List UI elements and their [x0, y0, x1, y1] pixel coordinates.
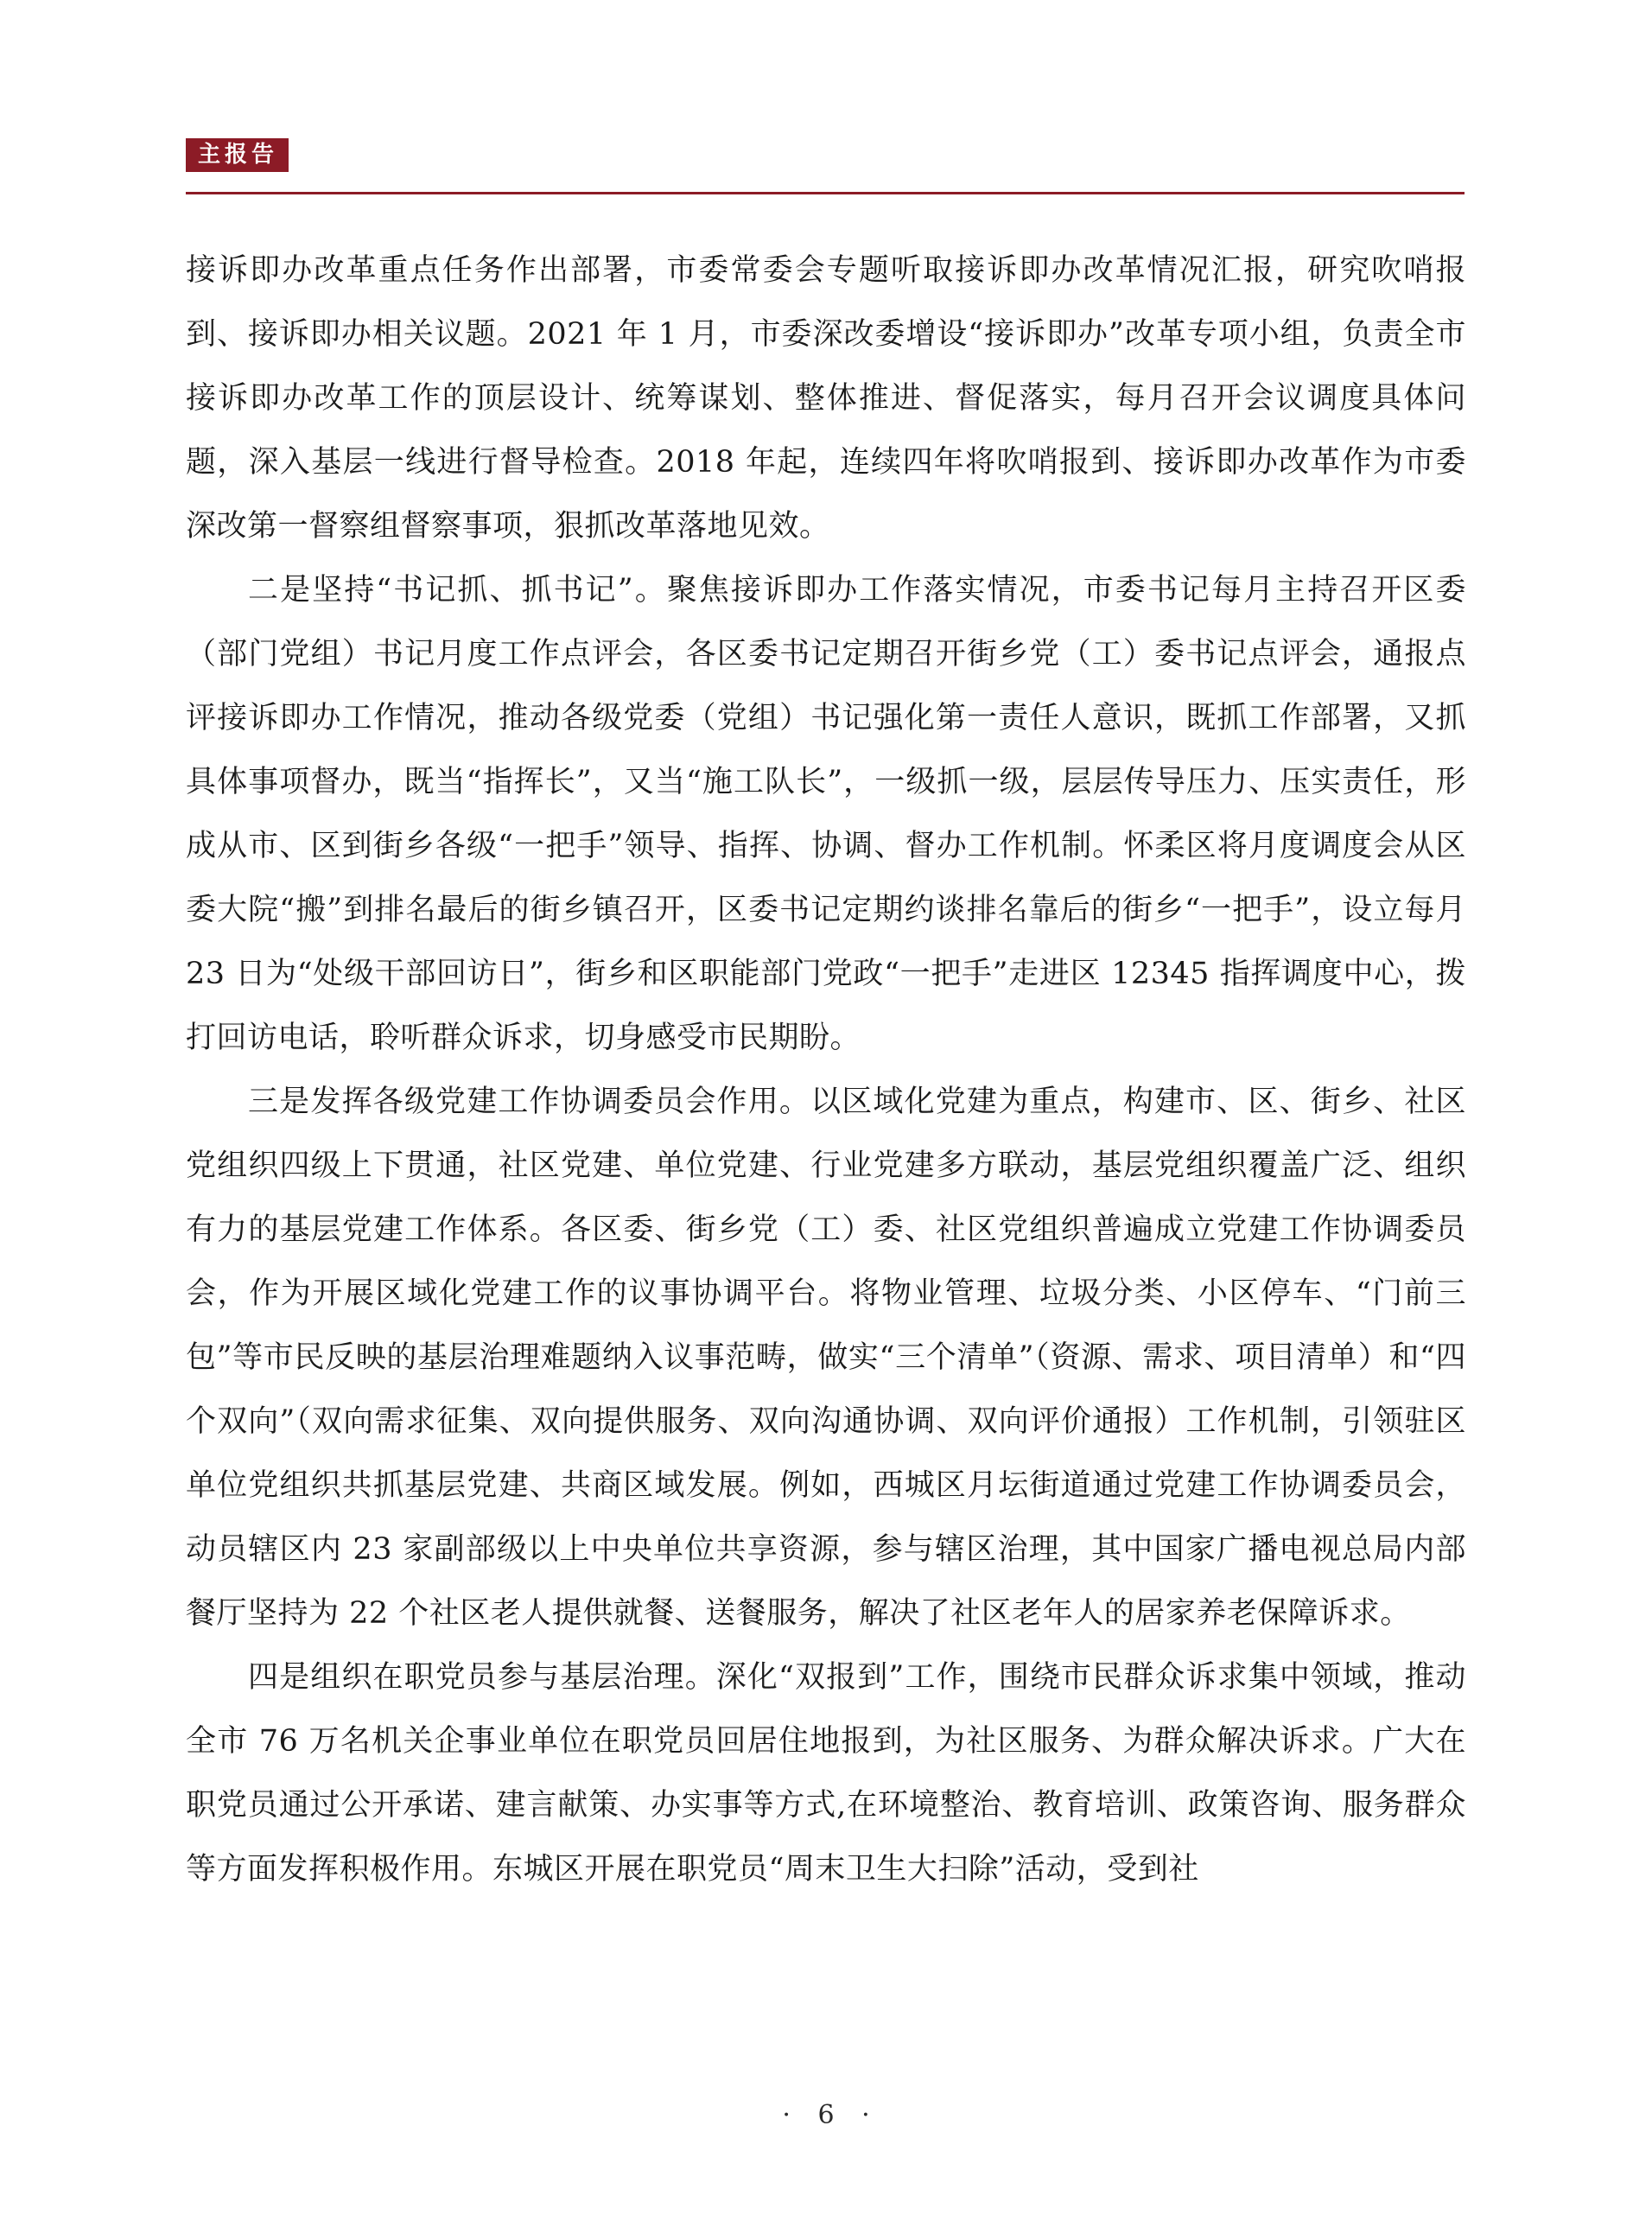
footer-right-dot: · [861, 2100, 870, 2130]
footer-left-dot: · [782, 2100, 791, 2130]
paragraph-1: 接诉即办改革重点任务作出部署，市委常委会专题听取接诉即办改革情况汇报，研究吹哨报到、接诉即办相关议题。2021 年 1 月，市委深改委增设“接诉即办”改革专项小组，负责全市接诉即办改革工作的顶层设计、统筹谋划、整体推进、督促落实，每月召开会议调度具体问题，深入基层一线进行督导检查。2018 年起，连续四年将吹哨报到、接诉即办改革作为市委深改第一督察组督察事项，狠抓改革落地见效。 [186, 253, 1466, 544]
header-divider [186, 192, 1465, 194]
paragraph-4: 四是组织在职党员参与基层治理。深化“双报到”工作，围绕市民群众诉求集中领域，推动全市 76 万名机关企事业单位在职党员回居住地报到，为社区服务、为群众解决诉求。广大在职党员通过公开承诺、建言献策、办实事等方式,在环境整治、教育培训、政策咨询、服务群众等方面发挥积极作用。东城区开展在职党员“周末卫生大扫除”活动，受到社 [186, 1660, 1466, 1887]
paragraph-3: 三是发挥各级党建工作协调委员会作用。以区域化党建为重点，构建市、区、街乡、社区党组织四级上下贯通，社区党建、单位党建、行业党建多方联动，基层党组织覆盖广泛、组织有力的基层党建工作体系。各区委、街乡党（工）委、社区党组织普遍成立党建工作协调委员会，作为开展区域化党建工作的议事协调平台。将物业管理、垃圾分类、小区停车、“门前三包”等市民反映的基层治理难题纳入议事范畴，做实“三个清单”（资源、需求、项目清单）和“四个双向”（双向需求征集、双向提供服务、双向沟通协调、双向评价通报）工作机制，引领驻区单位党组织共抓基层党建、共商区域发展。例如，西城区月坛街道通过党建工作协调委员会，动员辖区内 23 家副部级以上中央单位共享资源，参与辖区治理，其中国家广播电视总局内部餐厅坚持为 22 个社区老人提供就餐、送餐服务，解决了社区老年人的居家养老保障诉求。 [186, 1085, 1466, 1631]
page-header [186, 138, 1465, 199]
page-number: 6 [817, 2100, 835, 2130]
document-body [186, 239, 1466, 1901]
paragraph-2: 二是坚持“书记抓、抓书记”。聚焦接诉即办工作落实情况，市委书记每月主持召开区委（部门党组）书记月度工作点评会，各区委书记定期召开街乡党（工）委书记点评会，通报点评接诉即办工作情况，推动各级党委（党组）书记强化第一责任人意识，既抓工作部署，又抓具体事项督办，既当“指挥长”，又当“施工队长”，一级抓一级，层层传导压力、压实责任，形成从市、区到街乡各级“一把手”领导、指挥、协调、督办工作机制。怀柔区将月度调度会从区委大院“搬”到排名最后的街乡镇召开，区委书记定期约谈排名靠后的街乡“一把手”，设立每月 23 日为“处级干部回访日”，街乡和区职能部门党政“一把手”走进区 12345 指挥调度中心，拨打回访电话，聆听群众诉求，切身感受市民期盼。 [186, 573, 1466, 1055]
section-tag-badge: 主报告 [186, 138, 289, 172]
page-footer [0, 2100, 1652, 2130]
